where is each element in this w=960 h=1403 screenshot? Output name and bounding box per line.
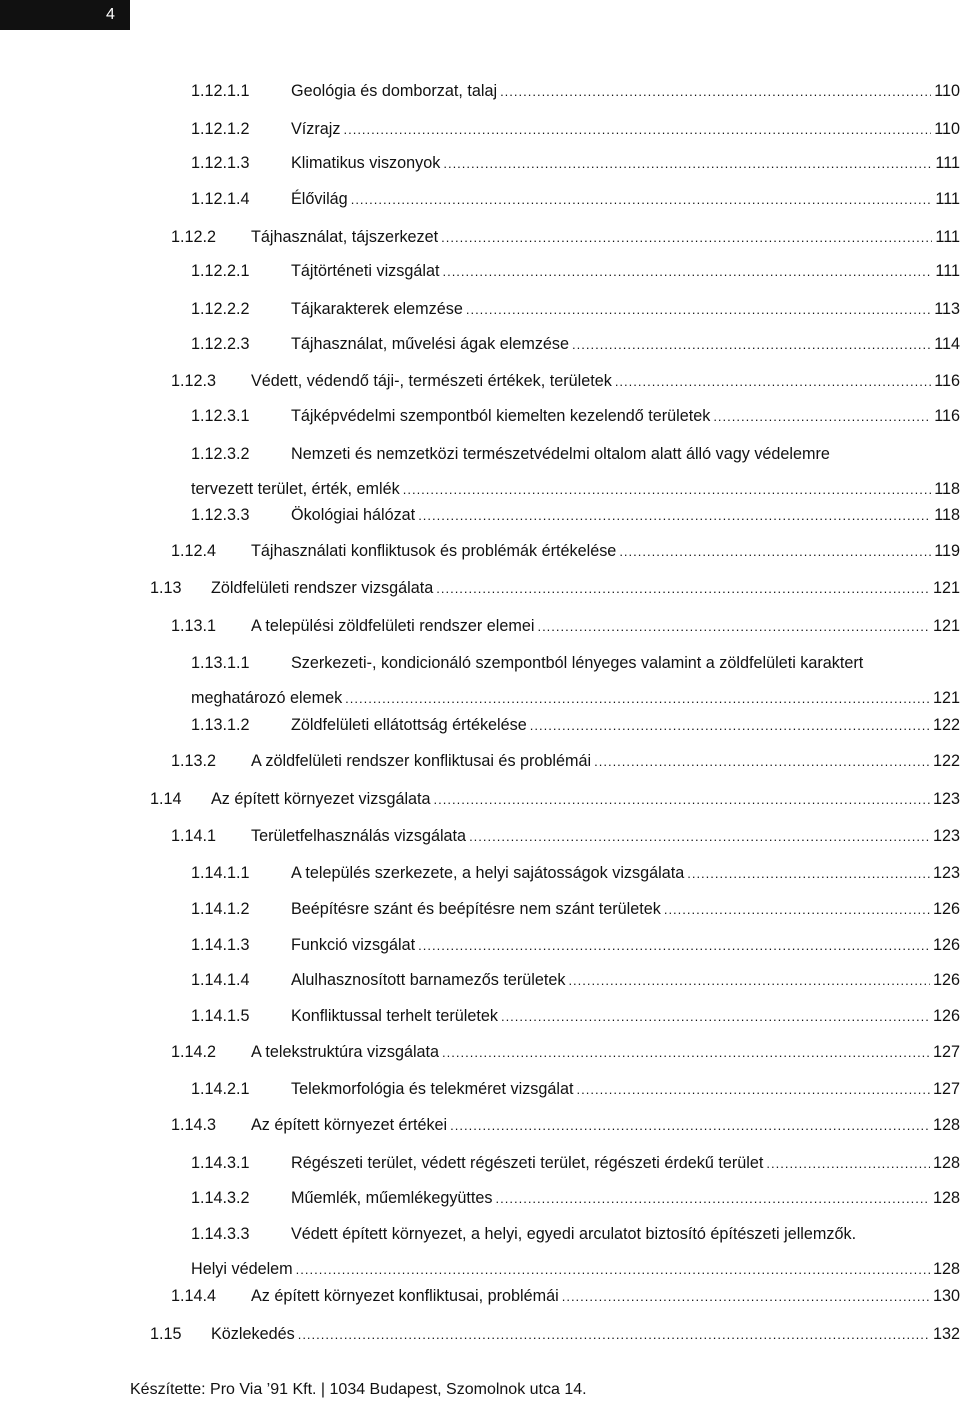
toc-entry-number: 1.13.2: [171, 752, 217, 770]
toc-entry-page: 127: [932, 1080, 960, 1098]
toc-entry-number: 1.12.1.3: [191, 154, 250, 172]
toc-dot-leader: [450, 1113, 930, 1139]
toc-dot-leader: [537, 614, 930, 640]
toc-entry-title: Geológia és domborzat, talaj: [291, 82, 498, 100]
toc-entry-number: 1.14: [150, 790, 182, 808]
toc-entry-title: A telekstruktúra vizsgálata: [251, 1043, 440, 1061]
toc-entry-page: 128: [932, 1260, 960, 1278]
toc-entry-page: 118: [934, 480, 960, 498]
toc-entry-number: 1.12.3.2: [191, 445, 250, 463]
toc-entry[interactable]: [191, 896, 960, 922]
toc-entry-title: Közlekedés: [211, 1325, 295, 1343]
toc-entry-title: Régészeti terület, védett régészeti terület, régészeti érdekű terület: [291, 1154, 764, 1172]
toc-dot-leader: [572, 332, 931, 358]
toc-dot-leader: [443, 151, 932, 177]
toc-entry-title-continuation: Helyi védelem: [191, 1260, 293, 1278]
toc-entry-page: 130: [932, 1287, 960, 1305]
toc-entry-title: Tájhasználati konfliktusok és problémák értékelése: [251, 542, 617, 560]
toc-entry-number: 1.14.3.2: [191, 1189, 250, 1207]
toc-entry-title: Telekmorfológia és telekméret vizsgálat: [291, 1080, 574, 1098]
toc-entry-title: A zöldfelületi rendszer konfliktusai és problémái: [251, 752, 592, 770]
toc-entry[interactable]: [191, 650, 960, 711]
toc-entry-number: 1.14.1.1: [191, 864, 250, 882]
toc-dot-leader: [687, 861, 930, 887]
toc-entry[interactable]: [191, 116, 960, 142]
toc-entry-number: 1.13: [150, 579, 182, 597]
toc-dot-leader: [713, 404, 931, 430]
toc-entry[interactable]: [191, 1185, 960, 1211]
toc-entry-number: 1.14.1.5: [191, 1007, 250, 1025]
toc-entry[interactable]: [150, 786, 960, 812]
toc-dot-leader: [568, 968, 930, 994]
toc-entry-title: Ökológiai hálózat: [291, 506, 416, 524]
toc-entry-title: Területfelhasználás vizsgálata: [251, 827, 467, 845]
toc-entry-page: 126: [932, 971, 960, 989]
toc-entry-page: 114: [934, 335, 960, 353]
toc-entry-page: 123: [932, 827, 960, 845]
toc-entry-number: 1.12.1.2: [191, 120, 250, 138]
toc-entry-number: 1.12.3.1: [191, 407, 250, 425]
toc-dot-leader: [619, 539, 931, 565]
toc-entry[interactable]: [171, 538, 960, 564]
toc-dot-leader: [345, 686, 930, 712]
toc-entry-number: 1.14.2.1: [191, 1080, 250, 1098]
toc-entry-page: 123: [932, 864, 960, 882]
toc-entry-title: Tájkarakterek elemzése: [291, 300, 463, 318]
toc-entry-page: 119: [934, 542, 960, 560]
toc-entry-page: 126: [932, 936, 960, 954]
toc-dot-leader: [577, 1077, 930, 1103]
toc-entry-page: 121: [932, 689, 960, 707]
toc-entry-page: 128: [932, 1154, 960, 1172]
toc-entry-number: 1.14.1.3: [191, 936, 250, 954]
toc-entry[interactable]: [150, 1321, 960, 1347]
toc-entry-title: Klimatikus viszonyok: [291, 154, 441, 172]
toc-entry-page: 118: [934, 506, 960, 524]
toc-entry-title: Tájhasználat, művelési ágak elemzése: [291, 335, 570, 353]
toc-entry-page: 110: [934, 120, 960, 138]
toc-entry[interactable]: [191, 258, 960, 284]
toc-entry-page: 122: [932, 752, 960, 770]
toc-entry-title: Beépítésre szánt és beépítésre nem szánt területek: [291, 900, 661, 918]
toc-dot-leader: [441, 225, 932, 251]
toc-entry-number: 1.13.1.2: [191, 716, 250, 734]
toc-dot-leader: [418, 933, 930, 959]
toc-entry-page: 132: [932, 1325, 960, 1343]
toc-entry-page: 128: [932, 1189, 960, 1207]
toc-entry-title: Az épített környezet konfliktusai, problémái: [251, 1287, 559, 1305]
toc-entry-page: 111: [935, 262, 960, 280]
toc-entry[interactable]: [191, 1003, 960, 1029]
toc-dot-leader: [500, 79, 931, 105]
toc-dot-leader: [343, 117, 931, 143]
toc-dot-leader: [296, 1257, 930, 1283]
toc-dot-leader: [615, 369, 931, 395]
toc-entry-page: 122: [932, 716, 960, 734]
toc-entry[interactable]: [191, 502, 960, 528]
toc-dot-leader: [442, 259, 932, 285]
toc-entry-title-continuation: tervezett terület, érték, emlék: [191, 480, 400, 498]
toc-entry[interactable]: [191, 1221, 960, 1282]
toc-dot-leader: [562, 1284, 930, 1310]
toc-entry[interactable]: [191, 932, 960, 958]
toc-entry-title: Műemlék, műemlékegyüttes: [291, 1189, 493, 1207]
toc-entry[interactable]: [191, 441, 960, 502]
toc-entry-title: Nemzeti és nemzetközi természetvédelmi oltalom alatt álló vagy védelemre: [291, 445, 830, 463]
toc-dot-leader: [496, 1186, 930, 1212]
toc-entry-title: Szerkezeti-, kondicionáló szempontból lényeges valamint a zöldfelületi karaktert: [291, 654, 864, 672]
toc-dot-leader: [530, 713, 930, 739]
toc-entry-title: Vízrajz: [291, 120, 341, 138]
toc-dot-leader: [501, 1004, 930, 1030]
toc-entry-number: 1.14.1.4: [191, 971, 250, 989]
toc-entry-title: Zöldfelületi rendszer vizsgálata: [211, 579, 434, 597]
toc-entry-page: 116: [934, 407, 960, 425]
toc-entry-title: Védett, védendő táji-, természeti értékek, területek: [251, 372, 612, 390]
toc-entry-number: 1.14.3.3: [191, 1225, 250, 1243]
toc-entry-number: 1.14.1: [171, 827, 217, 845]
toc-entry-page: 116: [934, 372, 960, 390]
toc-entry[interactable]: [191, 78, 960, 104]
toc-entry-page: 121: [932, 617, 960, 635]
toc-entry[interactable]: [171, 368, 960, 394]
toc-entry-title: Tájhasználat, tájszerkezet: [251, 228, 439, 246]
toc-entry-page: 110: [934, 82, 960, 100]
toc-entry-title-continuation: meghatározó elemek: [191, 689, 343, 707]
toc-entry-number: 1.14.2: [171, 1043, 217, 1061]
toc-entry-page: 128: [932, 1116, 960, 1134]
toc-dot-leader: [403, 477, 931, 503]
toc-entry[interactable]: [191, 712, 960, 738]
toc-dot-leader: [298, 1322, 930, 1348]
toc-entry[interactable]: [191, 186, 960, 212]
toc-entry-number: 1.12.1.1: [191, 82, 250, 100]
toc-entry[interactable]: [171, 823, 960, 849]
toc-entry-number: 1.12.1.4: [191, 190, 250, 208]
toc-entry-title: Tájtörténeti vizsgálat: [291, 262, 440, 280]
toc-entry-title: Védett épített környezet, a helyi, egyedi arculatot biztosító építészeti jellemzők.: [291, 1225, 857, 1243]
toc-entry[interactable]: [191, 403, 960, 429]
toc-entry-number: 1.14.3: [171, 1116, 217, 1134]
toc-entry-number: 1.14.4: [171, 1287, 217, 1305]
toc-dot-leader: [466, 297, 931, 323]
toc-entry-title: Tájképvédelmi szempontból kiemelten kezelendő területek: [291, 407, 711, 425]
toc-entry[interactable]: [191, 1150, 960, 1176]
page-footer: Készítette: Pro Via ’91 Kft. | 1034 Budapest, Szomolnok utca 14.: [130, 1381, 587, 1398]
toc-dot-leader: [594, 749, 930, 775]
toc-entry-number: 1.12.2.1: [191, 262, 250, 280]
toc-entry[interactable]: [191, 150, 960, 176]
toc-entry-number: 1.12.2: [171, 228, 217, 246]
toc-entry[interactable]: [171, 1112, 960, 1138]
toc-entry-number: 1.14.1.2: [191, 900, 250, 918]
toc-entry-page: 111: [935, 228, 960, 246]
toc-entry-title: Konfliktussal terhelt területek: [291, 1007, 498, 1025]
toc-entry[interactable]: [171, 1039, 960, 1065]
toc-entry[interactable]: [191, 967, 960, 993]
toc-entry-number: 1.12.3: [171, 372, 217, 390]
toc-entry-page: 113: [934, 300, 960, 318]
toc-entry-title: Funkció vizsgálat: [291, 936, 416, 954]
toc-entry-page: 111: [935, 154, 960, 172]
toc-entry-page: 126: [932, 1007, 960, 1025]
toc-entry-page: 126: [932, 900, 960, 918]
toc-dot-leader: [469, 824, 930, 850]
toc-entry-number: 1.12.2.2: [191, 300, 250, 318]
toc-entry-title: A települési zöldfelületi rendszer elemei: [251, 617, 535, 635]
toc-entry[interactable]: [171, 613, 960, 639]
toc-dot-leader: [434, 787, 930, 813]
toc-entry-number: 1.13.1: [171, 617, 217, 635]
toc-dot-leader: [436, 576, 930, 602]
toc-dot-leader: [664, 897, 930, 923]
toc-entry[interactable]: [191, 1076, 960, 1102]
toc-dot-leader: [418, 503, 931, 529]
toc-entry-number: 1.12.2.3: [191, 335, 250, 353]
toc-entry-title: A település szerkezete, a helyi sajátosságok vizsgálata: [291, 864, 685, 882]
toc-entry-page: 111: [935, 190, 960, 208]
toc-entry-page: 123: [932, 790, 960, 808]
toc-entry[interactable]: [191, 331, 960, 357]
toc-entry[interactable]: [191, 296, 960, 322]
toc-dot-leader: [442, 1040, 930, 1066]
toc-entry[interactable]: [171, 1283, 960, 1309]
toc-entry-number: 1.13.1.1: [191, 654, 250, 672]
toc-entry-page: 127: [932, 1043, 960, 1061]
toc-entry-title: Zöldfelületi ellátottság értékelése: [291, 716, 527, 734]
toc-entry-number: 1.14.3.1: [191, 1154, 250, 1172]
toc-entry-number: 1.12.4: [171, 542, 217, 560]
toc-entry[interactable]: [191, 860, 960, 886]
toc-entry-number: 1.12.3.3: [191, 506, 250, 524]
toc-entry-number: 1.15: [150, 1325, 182, 1343]
toc-entry-title: Élővilág: [291, 190, 348, 208]
toc-dot-leader: [351, 187, 933, 213]
toc-entry-page: 121: [932, 579, 960, 597]
toc-entry-title: Az épített környezet vizsgálata: [211, 790, 431, 808]
toc-entry[interactable]: [171, 748, 960, 774]
toc-entry[interactable]: [171, 224, 960, 250]
toc-entry[interactable]: [150, 575, 960, 601]
page-number: 4: [0, 0, 130, 30]
toc-dot-leader: [766, 1151, 930, 1177]
toc-entry-title: Alulhasznosított barnamezős területek: [291, 971, 566, 989]
toc-entry-title: Az épített környezet értékei: [251, 1116, 448, 1134]
